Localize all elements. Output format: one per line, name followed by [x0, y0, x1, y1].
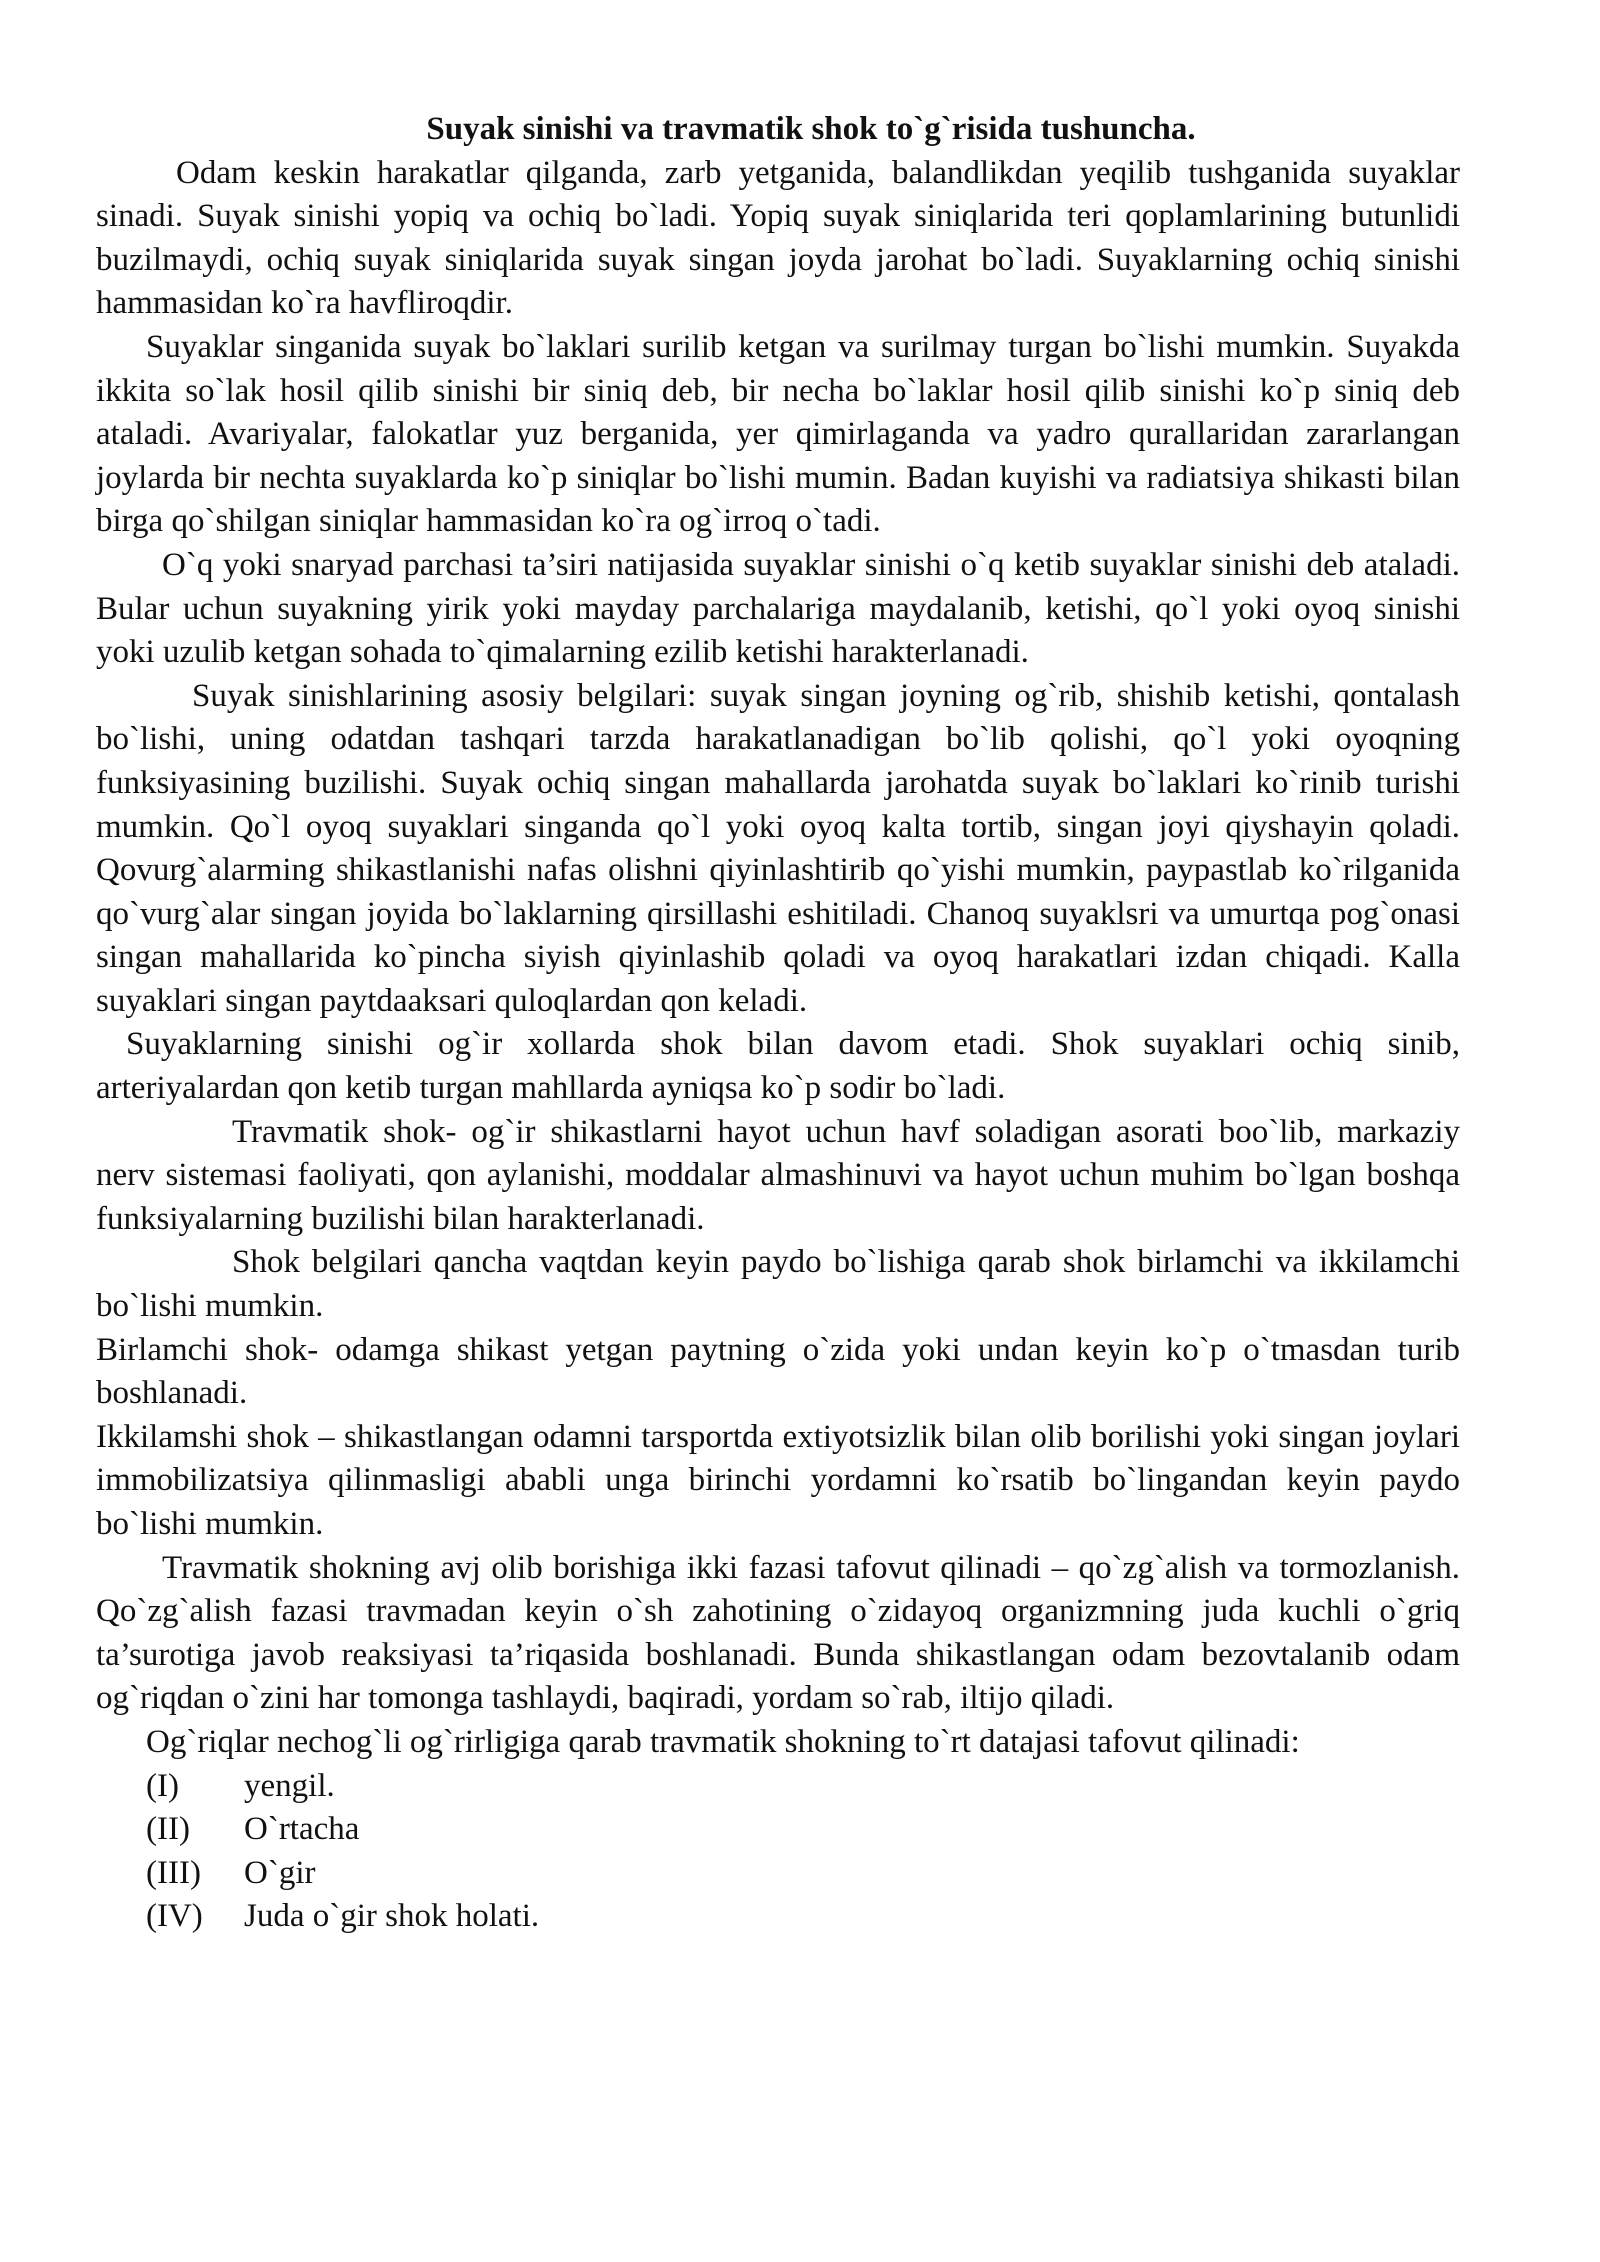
list-item-label: Juda o`gir shok holati. — [244, 1898, 540, 1935]
list-item-number: (II) — [146, 1811, 190, 1848]
paragraph-fracture-intro: Odam keskin harakatlar qilganda, zarb yetganida, balandlikdan yeqilib tushganida suyaklar sinadi. Suyak sinishi yopiq va ochiq bo`ladi. Yopiq suyak siniqlarida teri qoplamlarining butunlidi buzilmaydi, ochiq suyak siniqlarida suyak singan joyda jarohat bo`ladi. Suyaklarning ochiq sinishi hammasidan ko`ra havfliroqdir. — [96, 154, 1460, 322]
paragraph-primary-shock: Birlamchi shok- odamga shikast yetgan paytning o`zida yoki undan keyin ko`p o`tmasdan turib boshlanadi. — [96, 1331, 1460, 1412]
list-item — [146, 1808, 1460, 1852]
shock-degree-list — [96, 1765, 1460, 1939]
paragraph-shock-signs: Shok belgilari qancha vaqtdan keyin paydo bo`lishiga qarab shok birlamchi va ikkilamchi bo`lishi mumkin. — [96, 1244, 1460, 1325]
paragraph-fracture-signs: Suyak sinishlarining asosiy belgilari: suyak singan joyning og`rib, shishib ketishi, qontalash bo`lishi, uning odatdan tashqari tarzda harakatlanadigan bo`lib qolishi, qo`l yoki oyoqning funksiyasining buzilishi. Suyak ochiq singan mahallarda jarohatda suyak bo`laklari ko`rinib turishi mumkin. Qo`l oyoq suyaklari singanda qo`l yoki oyoq kalta tortib, singan joyi qiyshayin qoladi. Qovurg`alarming shikastlanishi nafas olishni qiyinlashtirib qo`yishi mumkin, paypastlab ko`rilganida qo`vurg`alar singan joyida bo`laklarning qirsillashi eshitiladi. Chanoq suyaklsri va umurtqa pog`onasi singan mahallarida ko`pincha siyish qiyinlashib qoladi va oyoq harakatlari izdan chiqadi. Kalla suyaklari singan paytdaaksari quloqlardan qon keladi. — [96, 677, 1460, 1019]
list-item — [146, 1895, 1460, 1939]
document-title: Suyak sinishi va travmatik shok to`g`risida tushuncha. — [426, 111, 1196, 147]
paragraph-secondary-shock: Ikkilamshi shok – shikastlangan odamni tarsportda extiyotsizlik bilan olib borilishi yoki singan joylari immobilizatsiya qilinmasligi ababli unga birinchi yordamni ko`rsatib bo`lingandan keyin paydo bo`lishi mumkin. — [96, 1418, 1460, 1542]
list-item — [146, 1852, 1460, 1896]
list-item-number: (III) — [146, 1854, 201, 1891]
list-item-number: (IV) — [146, 1898, 203, 1935]
list-item-label: yengil. — [244, 1767, 335, 1804]
paragraph-fracture-fragments: Suyaklar singanida suyak bo`laklari surilib ketgan va surilmay turgan bo`lishi mumkin. Suyakda ikkita so`lak hosil qilib sinishi bir siniq deb, bir necha bo`laklar hosil qilib sinishi ko`p siniq deb ataladi. Avariyalar, falokatlar yuz berganida, yer qimirlaganda va yadro qurallaridan zararlangan joylarda bir nechta suyaklarda ko`p siniqlar bo`lishi mumin. Badan kuyishi va radiatsiya shikasti bilan birga qo`shilgan siniqlar hammasidan ko`ra og`irroq o`tadi. — [96, 328, 1460, 540]
paragraph-gunshot-fracture: O`q yoki snaryad parchasi ta’siri natijasida suyaklar sinishi o`q ketib suyaklar sinishi deb ataladi. Bular uchun suyakning yirik yoki mayday parchalariga maydalanib, ketishi, qo`l yoki oyoq sinishi yoki uzulib ketgan sohada to`qimalarning ezilib ketishi harakterlanadi. — [96, 546, 1460, 671]
paragraph-traumatic-shock-definition: Travmatik shok- og`ir shikastlarni hayot uchun havf soladigan asorati boo`lib, markaziy nerv sistemasi faoliyati, qon aylanishi, moddalar almashinuvi va hayot uchun muhim bo`lgan boshqa funksiyalarning buzilishi bilan harakterlanadi. — [96, 1113, 1460, 1237]
paragraph-shock-with-fracture: Suyaklarning sinishi og`ir xollarda shok bilan davom etadi. Shok suyaklari ochiq sinib, arteriyalardan qon ketib turgan mahllarda ayniqsa ko`p sodir bo`ladi. — [96, 1026, 1460, 1107]
list-item-number: (I) — [146, 1767, 179, 1804]
list-item-label: O`rtacha — [244, 1811, 360, 1848]
paragraph-shock-degrees: Og`riqlar nechog`li og`rirligiga qarab travmatik shokning to`rt datajasi tafovut qilinadi: — [146, 1723, 1300, 1760]
paragraph-shock-phases: Travmatik shokning avj olib borishiga ikki fazasi tafovut qilinadi – qo`zg`alish va tormozlanish. Qo`zg`alish fazasi travmadan keyin o`sh zahotining o`zidayoq organizmning juda kuchli o`griq ta’surotiga javob reaksiyasi ta’riqasida boshlanadi. Bunda shikastlangan odam bezovtalanib odam og`riqdan o`zini har tomonga tashlaydi, baqiradi, yordam so`rab, iltijo qiladi. — [96, 1549, 1460, 1717]
list-item-label: O`gir — [244, 1854, 316, 1891]
list-item — [146, 1765, 1460, 1809]
document-page — [96, 108, 1460, 1939]
